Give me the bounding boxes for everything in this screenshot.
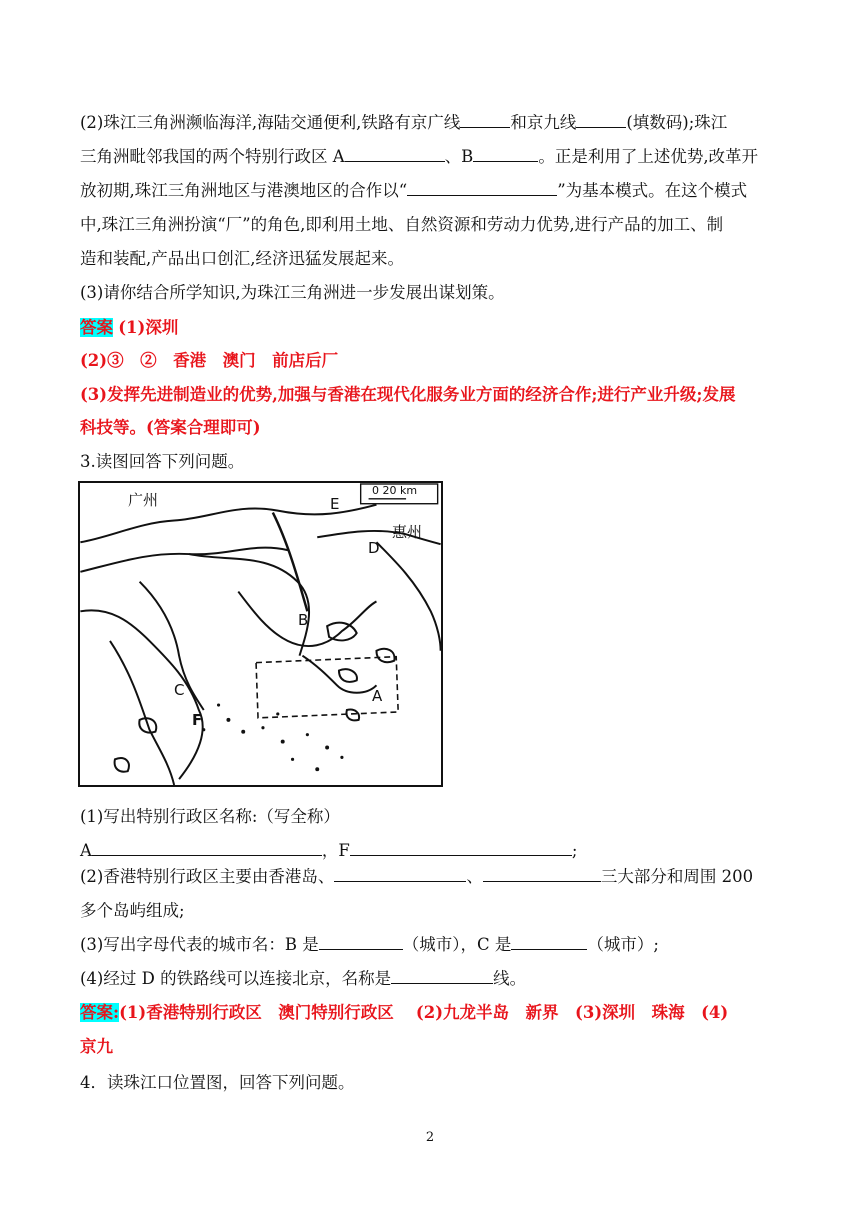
- railway-line: [273, 513, 308, 612]
- label-e: E: [330, 495, 340, 513]
- label-a: A: [372, 687, 383, 705]
- q3-sub-1-answer-row: A ，F ;: [80, 841, 578, 860]
- answer-1-line-3: (3)发挥先进制造业的优势,加强与香港在现代化服务业方面的经济合作;进行产业升级;发展: [80, 385, 736, 404]
- map-drawing: [80, 483, 441, 785]
- q2-line-5: 造和装配,产品出口创汇,经济迅猛发展起来。: [80, 249, 404, 268]
- q3-sub-2-cont: 多个岛屿组成;: [80, 901, 185, 920]
- q3-title: 3.读图回答下列问题。: [80, 452, 245, 471]
- island-5: [115, 758, 129, 772]
- island-2: [339, 669, 357, 682]
- blank[interactable]: [483, 866, 601, 882]
- q3-sub-2: (2)香港特别行政区主要由香港岛、 、 三大部分和周围 200: [80, 867, 754, 886]
- blank: [460, 112, 510, 128]
- label-b: B: [298, 611, 309, 629]
- river-middle: [80, 548, 287, 572]
- label-huizhou: 惠州: [392, 523, 423, 541]
- answer-1-line-4: 科技等。(答案合理即可): [80, 418, 261, 437]
- label-scale: 0 20 km: [372, 484, 418, 497]
- q2-line-2: 三角洲毗邻我国的两个特别行政区 A 、B 。正是利用了上述优势,改革开: [80, 147, 759, 166]
- answer-2-line-1: 答案:(1)香港特别行政区 澳门特别行政区 (2)九龙半岛 新界 (3)深圳 珠海 (4): [80, 1003, 729, 1022]
- q2-line-1: (2)珠江三角洲濒临海洋,海陆交通便利,铁路有京广线 和京九线 (填数码);珠江: [80, 113, 728, 132]
- blank: [576, 112, 626, 128]
- answer-tag: 答案: [80, 318, 113, 337]
- huizhou-coast: [376, 542, 440, 651]
- answer-1-line-1: 答案 (1)深圳: [80, 318, 179, 337]
- q3-sub-3: (3)写出字母代表的城市名：B 是 （城市），C 是 （城市）;: [80, 935, 659, 954]
- label-f: F: [192, 711, 203, 729]
- blank[interactable]: [334, 866, 466, 882]
- small-islets: [202, 703, 343, 771]
- blank: [473, 146, 538, 162]
- blank[interactable]: [511, 934, 587, 950]
- answer-2-line-2: 京九: [80, 1037, 113, 1056]
- label-guangzhou: 广州: [128, 491, 159, 509]
- blank: [345, 146, 445, 162]
- q2-line-6: (3)请你结合所学知识,为珠江三角洲进一步发展出谋划策。: [80, 283, 505, 302]
- answer-1-line-2: (2)③ ② 香港 澳门 前店后厂: [80, 351, 339, 370]
- label-d: D: [368, 539, 380, 557]
- blank[interactable]: [391, 968, 493, 984]
- island-6: [346, 710, 359, 721]
- q3-sub-1: (1)写出特别行政区名称:（写全称）: [80, 807, 340, 826]
- label-c: C: [174, 681, 185, 699]
- blank[interactable]: [319, 934, 403, 950]
- blank: [407, 180, 557, 196]
- q3-sub-4: (4)经过 D 的铁路线可以连接北京，名称是 线。: [80, 969, 527, 988]
- river-west: [110, 641, 174, 785]
- answer-tag: 答案:: [80, 1003, 120, 1022]
- q2-line-3: 放初期,珠江三角洲地区与港澳地区的合作以“ ”为基本模式。在这个模式: [80, 181, 748, 200]
- page-number: 2: [425, 1130, 435, 1145]
- blank-a[interactable]: [92, 840, 322, 856]
- q2-line-4: 中,珠江三角洲扮演“厂”的角色,即利用土地、自然资源和劳动力优势,进行产品的加工、制: [80, 215, 724, 234]
- q4-title: 4．读珠江口位置图，回答下列问题。: [80, 1073, 355, 1092]
- blank-f[interactable]: [350, 840, 572, 856]
- island-3: [376, 649, 394, 662]
- river-branch-2: [140, 582, 204, 710]
- pearl-river-delta-map: [78, 481, 443, 787]
